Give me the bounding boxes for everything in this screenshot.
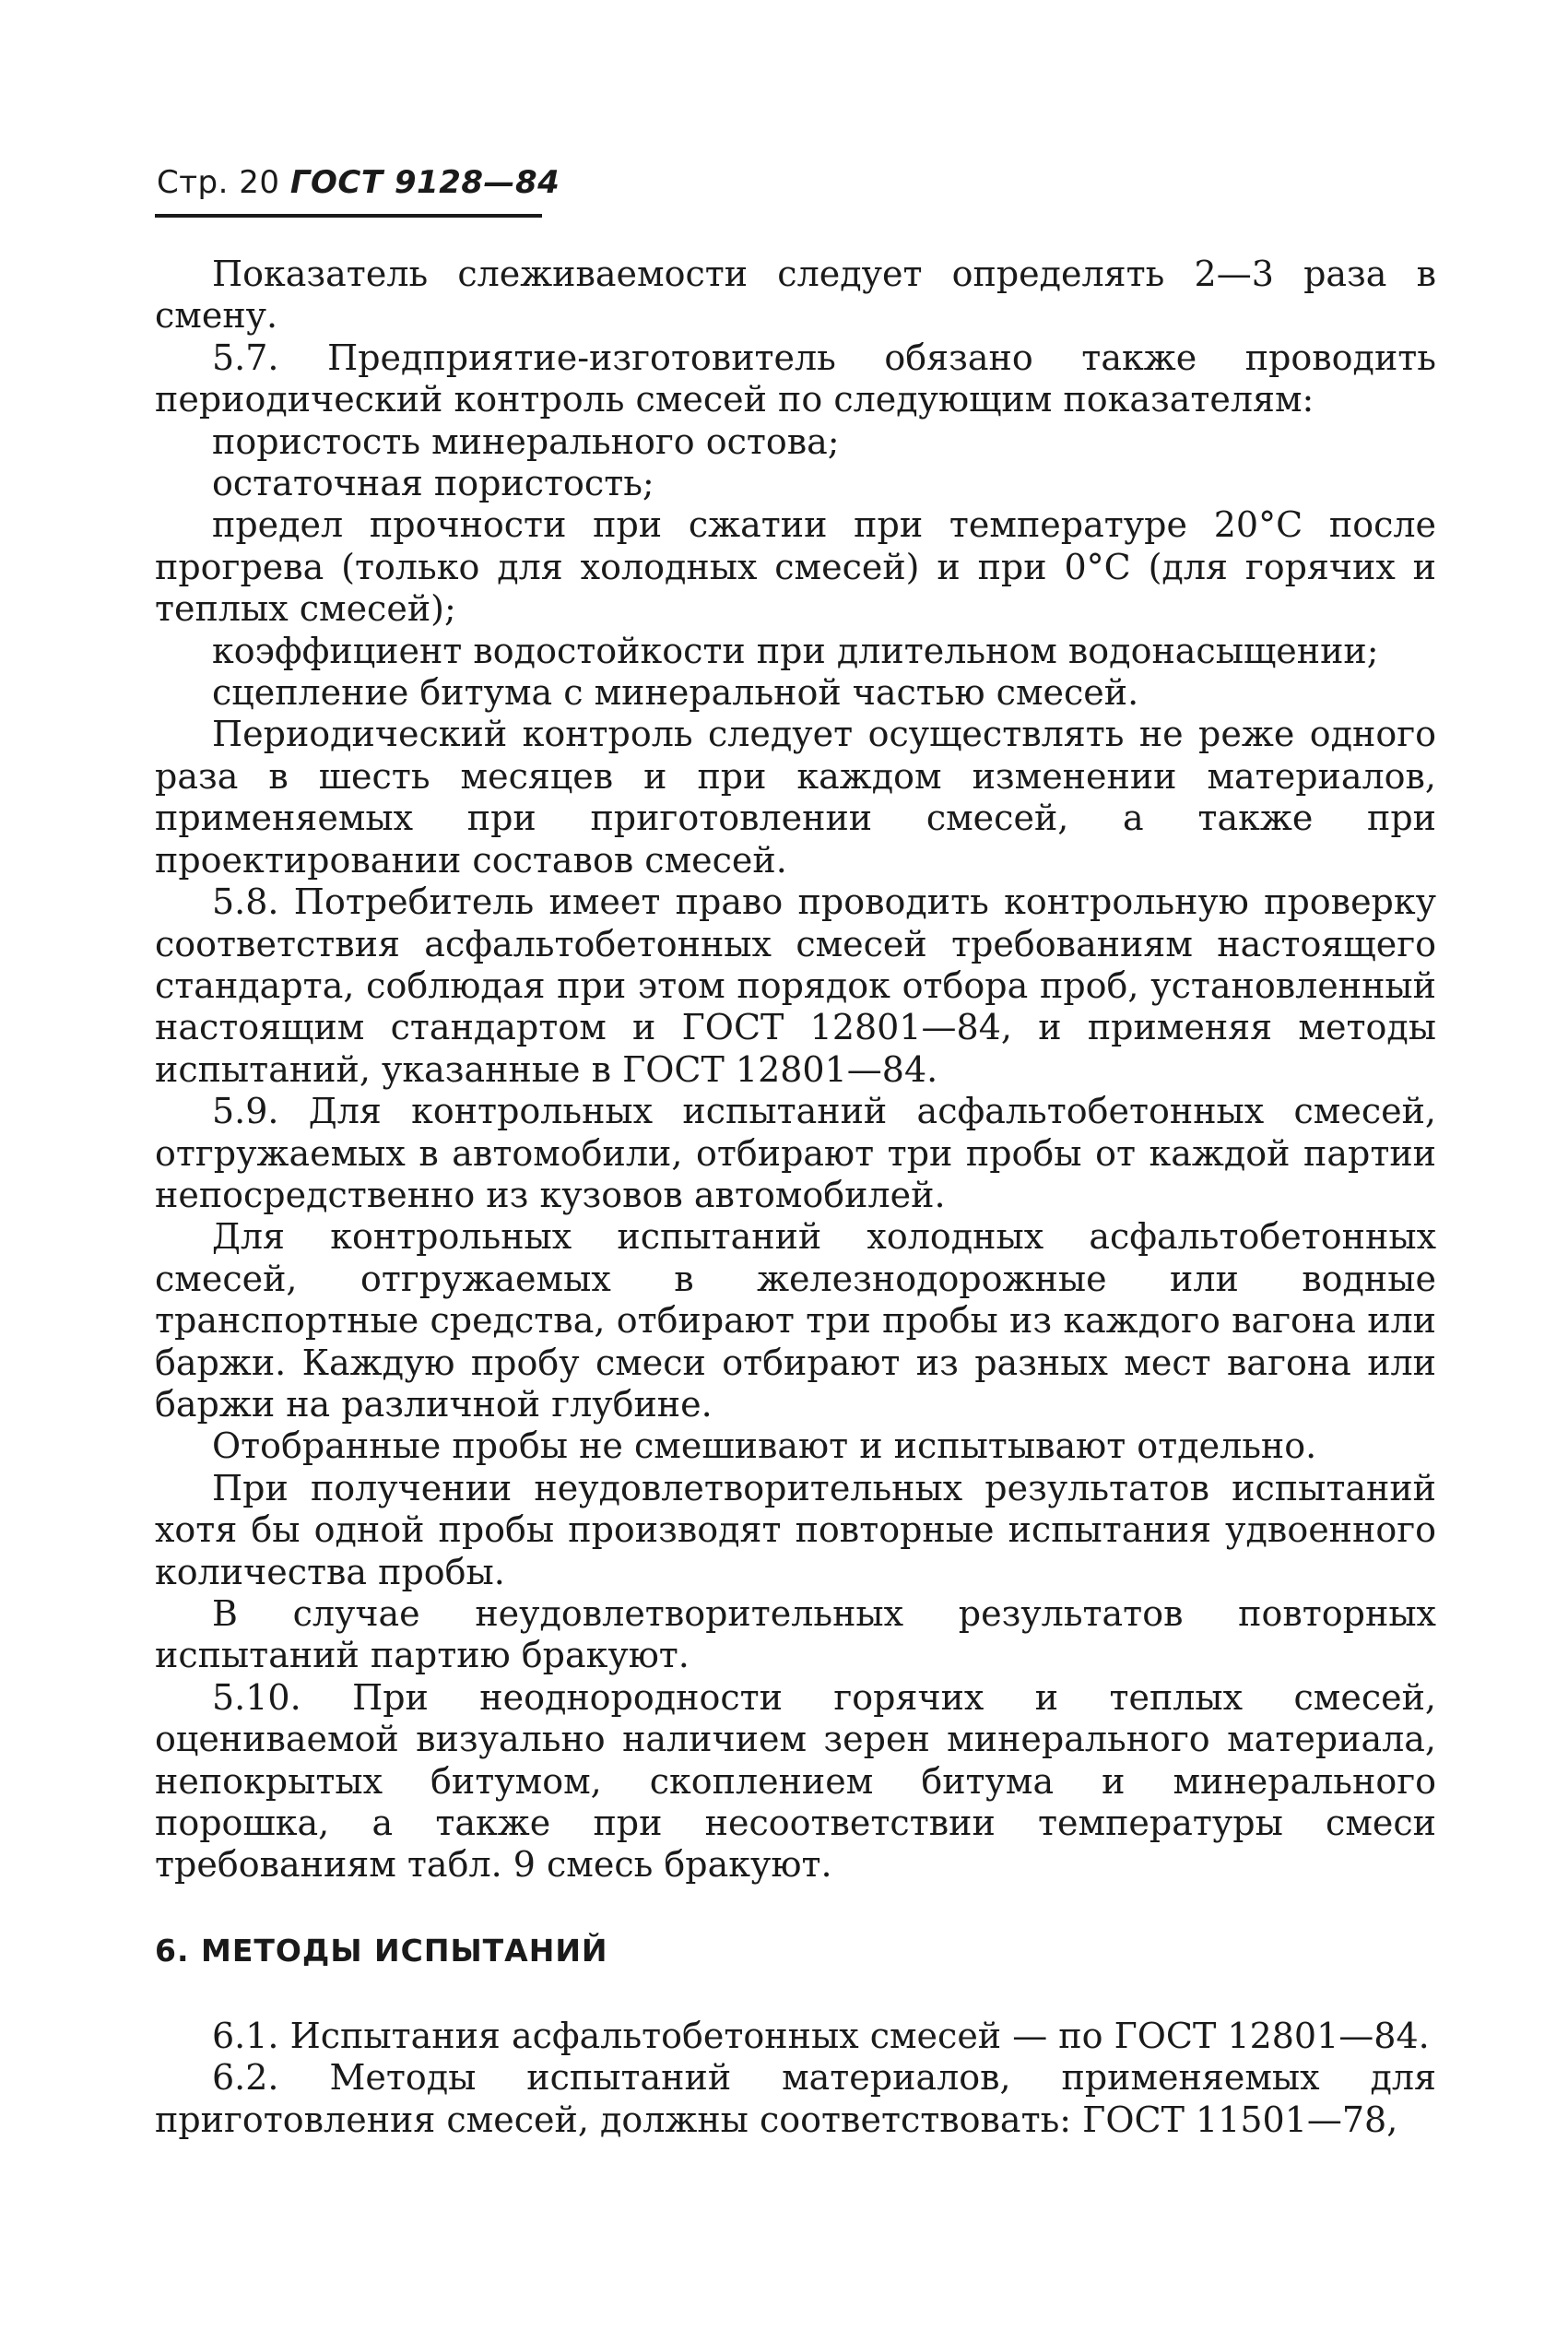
paragraph-samples-separate: Отобранные пробы не смешивают и испытывают отдельно. bbox=[212, 1425, 1317, 1467]
paragraph-5-7: 5.7. Предприятие-изготовитель обязано также проводить периодический контроль смесей по следующим показателям: bbox=[155, 337, 1436, 420]
document-body bbox=[155, 254, 1436, 2141]
list-item-porosity-skeleton: пористость минерального остова; bbox=[212, 420, 840, 462]
page-header bbox=[157, 164, 560, 201]
paragraph-5-10: 5.10. При неоднородности горячих и теплых смесей, оцениваемой визуально наличием зерен минерального материала, непокрытых битумом, скоплением битума и минерального порошка, а также при несоответствии температуры смеси требованиям табл. 9 смесь бракуют. bbox=[155, 1676, 1436, 1886]
page-number: Стр. 20 bbox=[157, 164, 280, 201]
paragraph-5-9: 5.9. Для контрольных испытаний асфальтобетонных смесей, отгружаемых в автомобили, отбирают три пробы от каждой партии непосредственно из кузовов автомобилей. bbox=[155, 1091, 1436, 1215]
list-item-compressive-strength: предел прочности при сжатии при температуре 20°С после прогрева (только для холодных смесей) и при 0°С (для горячих и теплых смесей); bbox=[155, 504, 1436, 630]
list-item-residual-porosity: остаточная пористость; bbox=[212, 463, 654, 504]
document-code: ГОСТ 9128—84 bbox=[289, 164, 560, 201]
list-item-water-resistance: коэффициент водостойкости при длительном водонасыщении; bbox=[212, 630, 1379, 671]
paragraph-cold-mixes: Для контрольных испытаний холодных асфальтобетонных смесей, отгружаемых в железнодорожные или водные транспортные средства, отбирают три пробы из каждого вагона или баржи. Каждую пробу смеси отбирают из разных мест вагона или баржи на различной глубине. bbox=[155, 1216, 1436, 1425]
paragraph-5-8: 5.8. Потребитель имеет право проводить контрольную проверку соответствия асфальтобетонных смесей требованиям настоящего стандарта, соблюдая при этом порядок отбора проб, установленный настоящим стандартом и ГОСТ 12801—84, и применяя методы испытаний, указанные в ГОСТ 12801—84. bbox=[155, 881, 1436, 1090]
header-rule bbox=[155, 214, 542, 218]
paragraph-caking: Показатель слеживаемости следует определять 2—3 раза в смену. bbox=[155, 254, 1436, 337]
paragraph-6-1: 6.1. Испытания асфальтобетонных смесей — по ГОСТ 12801—84. bbox=[212, 2015, 1430, 2056]
list-item-adhesion: сцепление битума с минеральной частью смесей. bbox=[212, 672, 1139, 714]
paragraph-6-2: 6.2. Методы испытаний материалов, применяемых для приготовления смесей, должны соответствовать: ГОСТ 11501—78, bbox=[155, 2057, 1436, 2140]
paragraph-periodic-control: Периодический контроль следует осуществлять не реже одного раза в шесть месяцев и при каждом изменении материалов, применяемых при приготовлении смесей, а также при проектировании составов смесей. bbox=[155, 714, 1436, 881]
section-heading-test-methods: 6. МЕТОДЫ ИСПЫТАНИЙ bbox=[155, 1932, 608, 1969]
paragraph-retest: При получении неудовлетворительных результатов испытаний хотя бы одной пробы производят повторные испытания удвоенного количества пробы. bbox=[155, 1467, 1436, 1592]
paragraph-reject-batch: В случае неудовлетворительных результатов повторных испытаний партию бракуют. bbox=[155, 1593, 1436, 1676]
